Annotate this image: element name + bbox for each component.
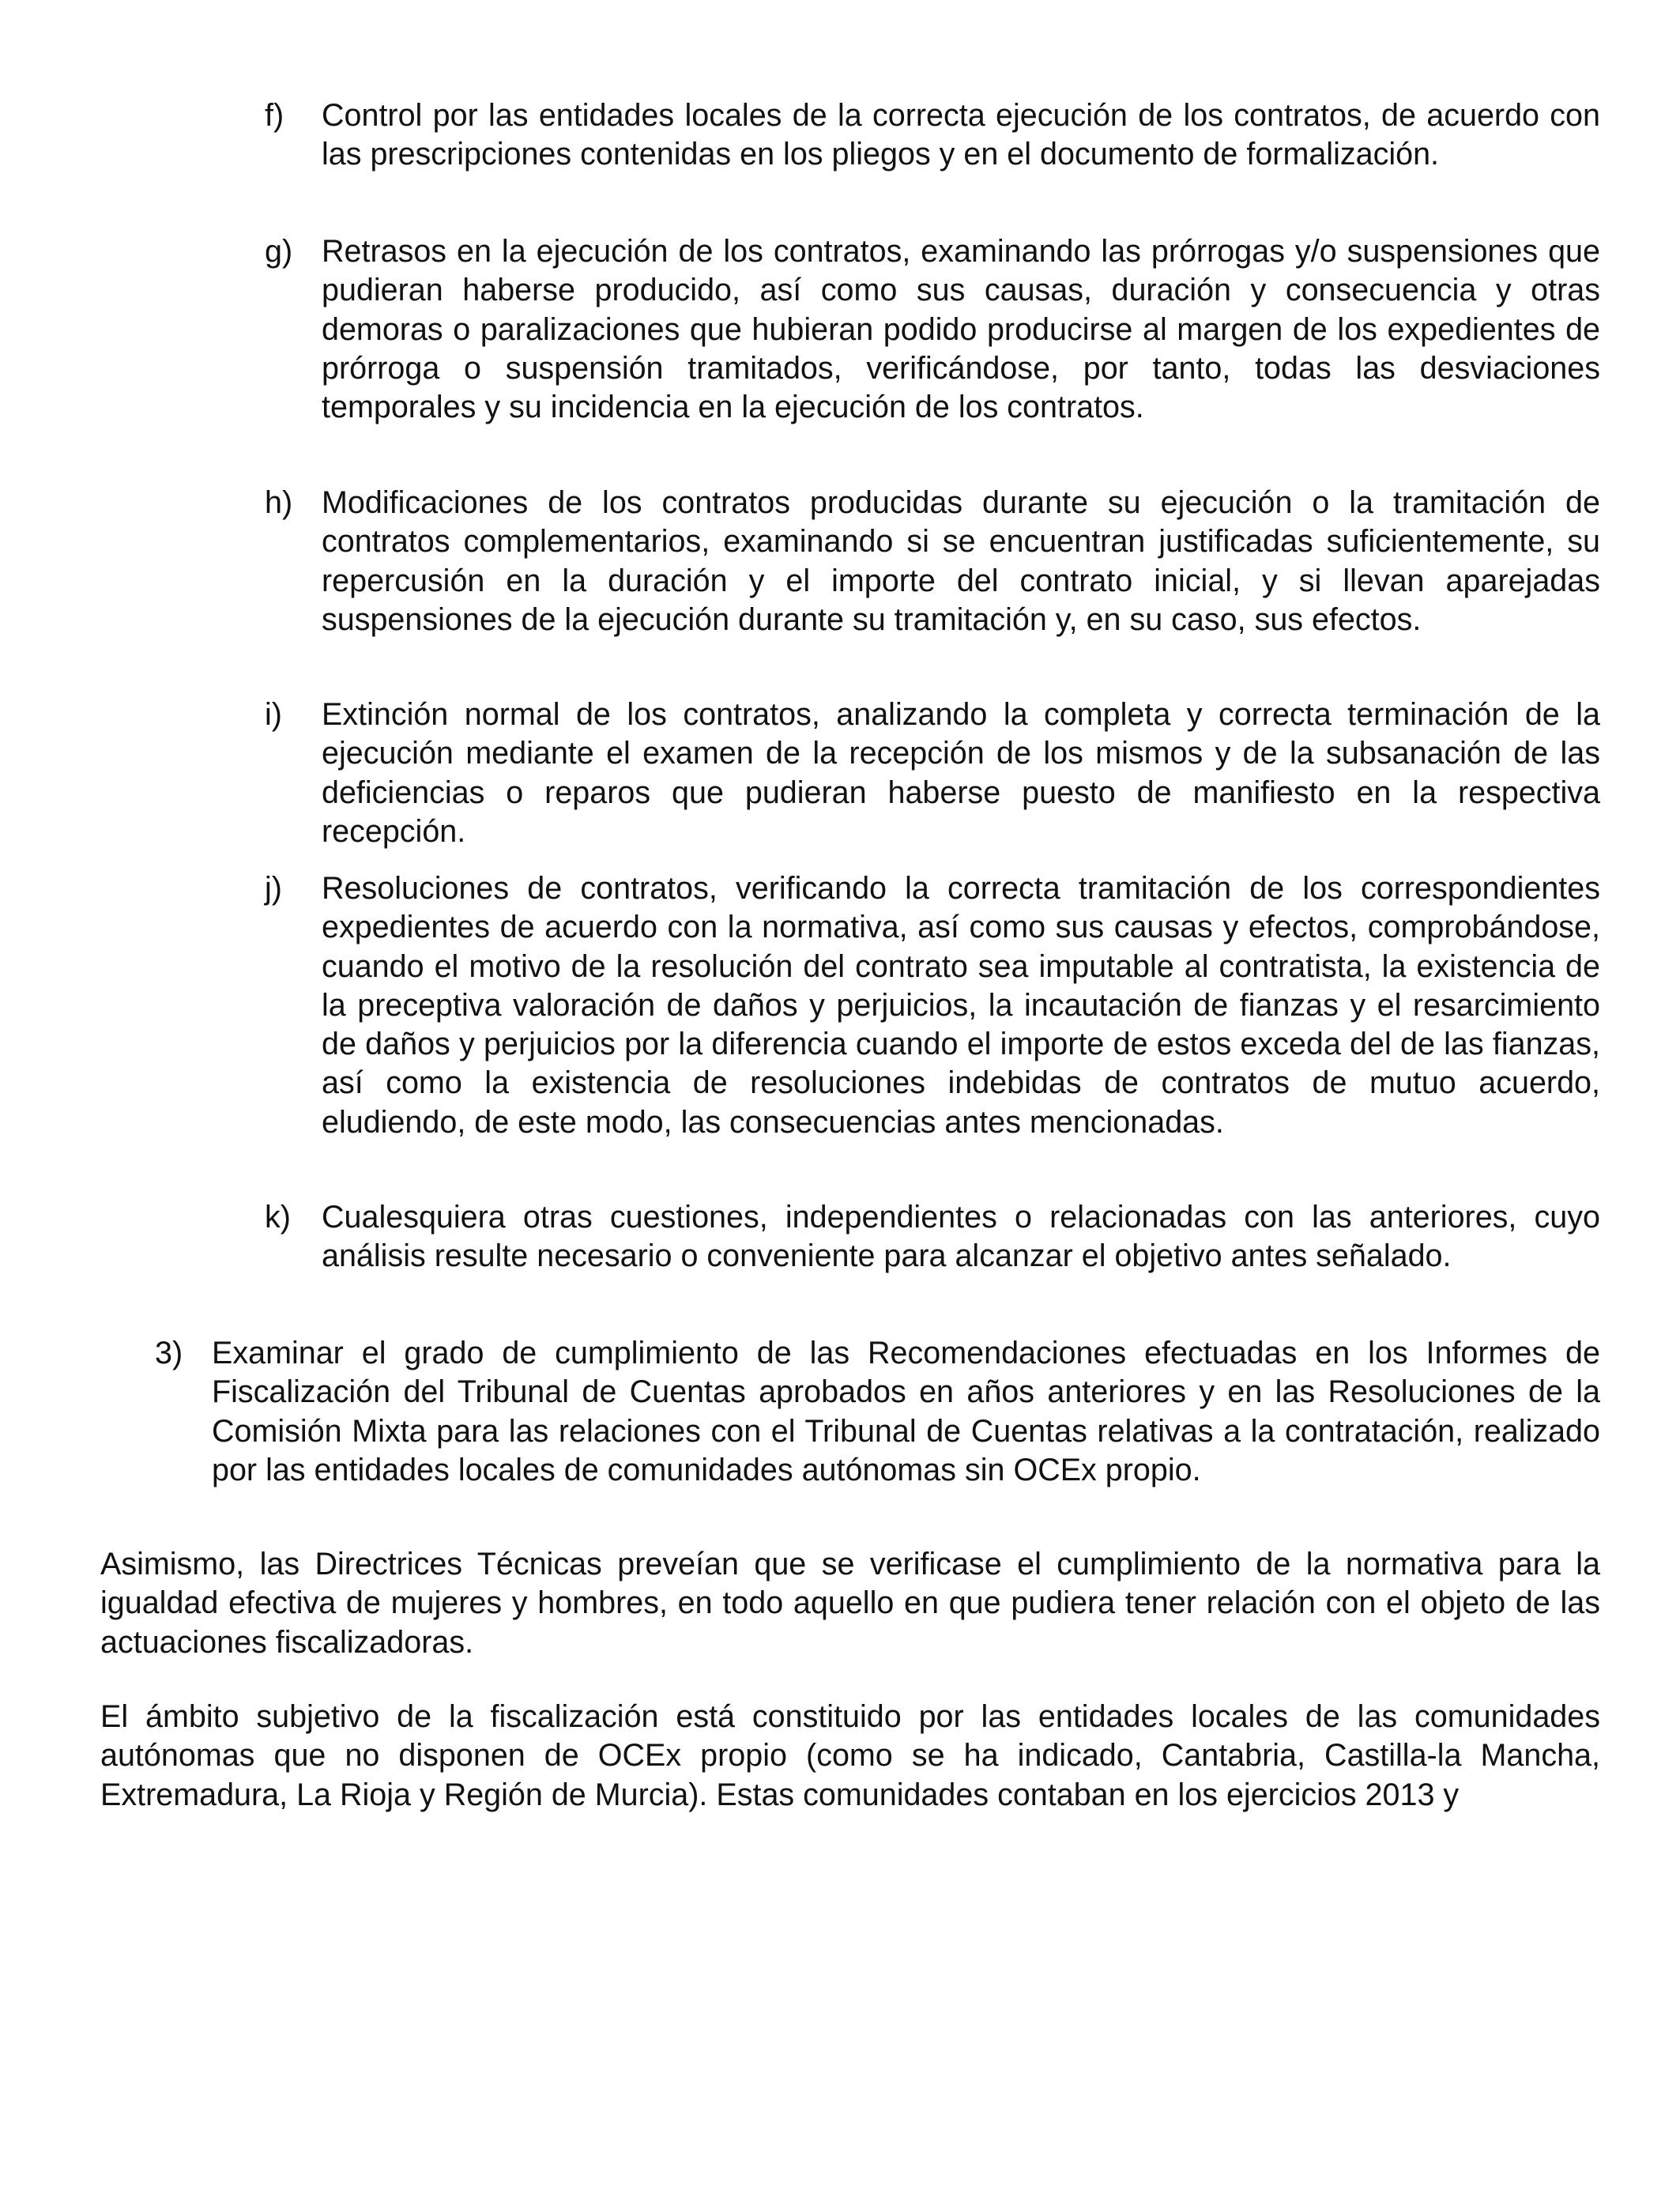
list-item-label: f) [265,98,284,133]
list-item-text: Extinción normal de los contratos, analizando la completa y correcta terminación de la ejecución mediante el examen de la recepción de los mismos y de la subsanación de las deficiencias o reparos que pudieran haberse puesto de manifiesto en la respectiva recepción. [322,697,1600,849]
list-item-text: Resoluciones de contratos, verificando la correcta tramitación de los correspondientes expedientes de acuerdo con la normativa, así como sus causas y efectos, comprobándose, cuando el motivo de la resolución del contrato sea imputable al contratista, la existencia de la preceptiva valoración de daños y perjuicios, la incautación de fianzas y el resarcimiento de daños y perjuicios por la diferencia cuando el importe de estos exceda del de las fianzas, así como la existencia de resoluciones indebidas de contratos de mutuo acuerdo, eludiendo, de este modo, las consecuencias antes mencionadas. [322,871,1600,1140]
list-item-text: Modificaciones de los contratos producidas durante su ejecución o la tramitación de contratos complementarios, examinando si se encuentran justificadas suficientemente, su repercusión en la duración y el importe del contrato inicial, y si llevan aparejadas suspensiones de la ejecución durante su tramitación y, en su caso, sus efectos. [322,485,1600,637]
list-item-label: g) [265,234,293,269]
paragraph-directrices: Asimismo, las Directrices Técnicas preveían que se verificase el cumplimiento de la normativa para la igualdad efectiva de mujeres y hombres, en todo aquello en que pudiera tener relación con el objeto de las actuaciones fiscalizadoras. [100,1547,1600,1660]
list-item-text: Cualesquiera otras cuestiones, independientes o relacionadas con las anteriores, cuyo análisis resulte necesario o conveniente para alcanzar el objetivo antes señalado. [322,1200,1600,1274]
list-item-j [265,869,1600,1142]
numbered-item-text: Examinar el grado de cumplimiento de las Recomendaciones efectuadas en los Informes de Fiscalización del Tribunal de Cuentas aprobados en años anteriores y en las Resoluciones de la Comisión Mixta para las relaciones con el Tribunal de Cuentas relativas a la contratación, realizado por las entidades locales de comunidades autónomas sin OCEx propio. [212,1336,1600,1487]
list-item-k [265,1198,1600,1276]
list-item-f [265,96,1600,175]
list-item-label: h) [265,485,293,520]
list-item-label: k) [265,1200,291,1235]
list-item-text: Retrasos en la ejecución de los contratos, examinando las prórrogas y/o suspensiones que pudieran haberse producido, así como sus causas, duración y consecuencia y otras demoras o paralizaciones que hubieran podido producirse al margen de los expedientes de prórroga o suspensión tramitados, verificándose, por tanto, todas las desviaciones temporales y su incidencia en la ejecución de los contratos. [322,234,1600,425]
list-item-label: i) [265,697,282,732]
paragraph-ambito-subjetivo: El ámbito subjetivo de la fiscalización está constituido por las entidades locales de las comunidades autónomas que no disponen de OCEx propio (como se ha indicado, Cantabria, Castilla-la Mancha, Extremadura, La Rioja y Región de Murcia). Estas comunidades contaban en los ejercicios 2013 y [100,1699,1600,1812]
list-item-g [265,232,1600,427]
numbered-item-label: 3) [155,1336,183,1370]
numbered-item-3 [155,1334,1600,1490]
list-item-h [265,484,1600,639]
list-item-label: j) [265,871,282,906]
list-item-i [265,696,1600,851]
list-item-text: Control por las entidades locales de la correcta ejecución de los contratos, de acuerdo con las prescripciones contenidas en los pliegos y en el documento de formalización. [322,98,1600,172]
